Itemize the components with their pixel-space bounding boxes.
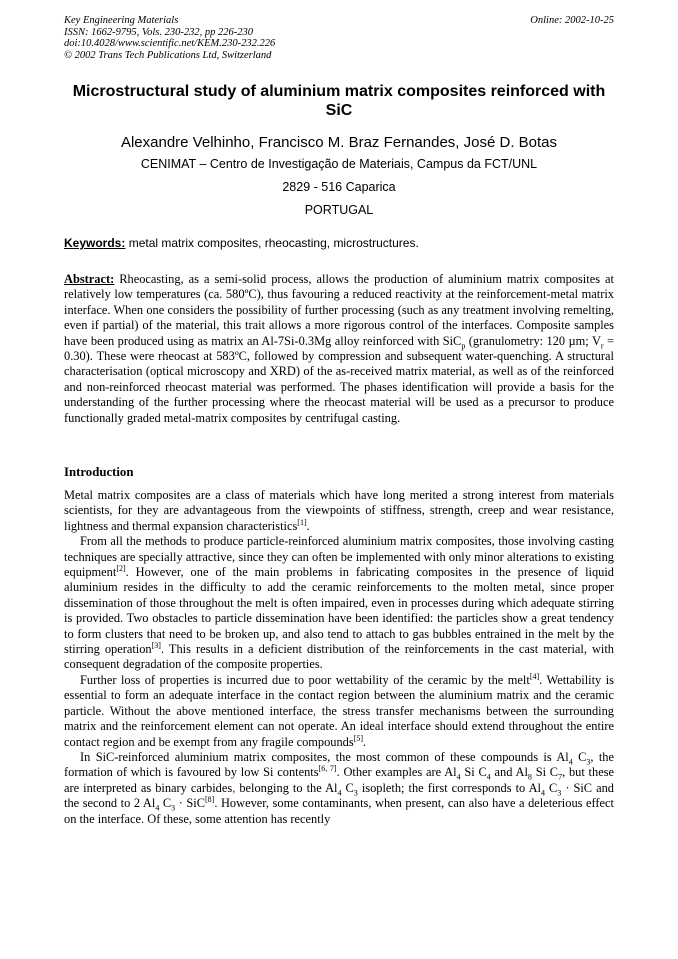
abstract-subscript: r bbox=[600, 341, 604, 351]
subscript: 4 bbox=[540, 788, 545, 798]
doi-line: doi:10.4028/www.scientific.net/KEM.230-232.226 bbox=[64, 38, 276, 49]
keywords-text: metal matrix composites, rheocasting, microstructures. bbox=[125, 236, 419, 250]
text-run: . This results in a deficient distribution of the reinforcements in the cast material, with consequent degradation of the composite properties. bbox=[64, 642, 614, 672]
abstract bbox=[64, 272, 614, 426]
citation: [3] bbox=[151, 640, 161, 650]
text-run: . bbox=[306, 518, 310, 533]
abstract-text: Rheocasting, as a semi-solid process, allows the production of aluminium matrix composites at relatively low temperatures (ca. 580ºC), thus favouring a reduced reactivity at the reinforcement-metal matrix interface. When one considers the possibility of further processing (such as any treatment involving remelting, even if partial) of the material, this trait allows a more rigorous control of the interfaces. Composite samples have been produced using as matrix an Al-7Si-0.3Mg alloy reinforced with SiC bbox=[64, 272, 614, 348]
journal-name: Key Engineering Materials bbox=[64, 15, 179, 26]
citation: [2] bbox=[116, 563, 126, 573]
text-run: , bbox=[312, 703, 317, 718]
subscript: 8 bbox=[527, 772, 532, 782]
citation: [4] bbox=[529, 671, 540, 681]
text-run: Further loss of properties is incurred due to poor wettability of the ceramic by the melt bbox=[80, 672, 530, 687]
text-run: isopleth; the first corresponds to Al bbox=[357, 780, 541, 795]
text-run: C bbox=[341, 780, 354, 795]
text-run: and Al bbox=[490, 765, 528, 780]
paragraph-1 bbox=[64, 488, 614, 534]
text-run: . Other examples are Al bbox=[336, 765, 457, 780]
text-run: In SiC-reinforced aluminium matrix composites, the most common of these compounds is Al bbox=[80, 749, 569, 764]
issn-line: ISSN: 1662-9795, Vols. 230-232, pp 226-230 bbox=[64, 26, 253, 38]
text-run: Si C bbox=[531, 765, 559, 780]
subscript: 3 bbox=[586, 757, 591, 767]
paper-title: Microstructural study of aluminium matrix composites reinforced with SiC bbox=[72, 83, 606, 119]
text-run: the stress transfer mechanisms between the surrounding matrix and the reinforcement element can not operate. An ideal interface should extend throughout the entire contact region and be exempt from any fragile compounds bbox=[64, 703, 614, 749]
subscript: 3 bbox=[353, 788, 358, 798]
abstract-subscript: p bbox=[461, 341, 466, 351]
journal-header bbox=[64, 15, 614, 61]
citation: [6, 7] bbox=[318, 764, 337, 774]
text-run: C bbox=[572, 749, 587, 764]
keywords bbox=[64, 236, 614, 250]
introduction-body bbox=[64, 488, 614, 827]
text-run: C bbox=[159, 796, 172, 811]
text-run: From all the methods to produce particle-reinforced aluminium matrix composites, those involving casting techniques are specially attractive, since they can often be implemented with only minor alterations to existing equipment bbox=[64, 534, 614, 580]
abstract-label: Abstract: bbox=[64, 272, 115, 286]
text-run: C bbox=[544, 780, 558, 795]
text-run: . Wettability is essential to form an adequate interface in the contact region between the aluminium matrix and the ceramic particle. Without the above mentioned interface bbox=[64, 672, 614, 718]
subscript: 4 bbox=[456, 772, 461, 782]
text-run: belonging to the Al bbox=[235, 780, 338, 795]
text-run: . bbox=[363, 734, 367, 749]
citation: [8] bbox=[205, 795, 215, 804]
text-run: , bbox=[232, 780, 236, 795]
abstract-text: (granulometry: 120 µm; V bbox=[465, 333, 601, 348]
paragraph-2 bbox=[64, 534, 614, 673]
text-run: . However, one of the main problems in fabricating composites in the presence of liquid aluminium resides in the difficulty to add the ceramic reinforcements to the molten metal, since proper dissemination of those throughout the melt is often impaired, even in processes during which adequate stirring is provided. Two obstacles to particle dissemination have been identified: the particles show a great tendency to form clusters that need to be broken up, and also tend to attach to gas bubbles entrained in the melt by the stirring operation bbox=[64, 565, 614, 657]
keywords-label: Keywords: bbox=[64, 236, 126, 250]
abstract-paragraph bbox=[64, 272, 614, 426]
subscript: 4 bbox=[337, 788, 342, 798]
text-run: · SiC bbox=[175, 796, 205, 811]
affiliation-line-1: CENIMAT – Centro de Investigação de Materiais, Campus da FCT/UNL bbox=[140, 157, 538, 171]
subscript: 4 bbox=[486, 772, 491, 782]
section-heading-introduction: Introduction bbox=[64, 465, 134, 479]
abstract-text: = 0.30). These were rheocast at 583ºC, followed by compression and subsequent water-quenching. A structural characterisation (optical microscopy and XRD) of the as-received matrix material, as well as of the reinforced and non-reinforced rheocast material was performed. The phases identification will provide a basis for the understanding of the further processing where the rheocast material will be used as a precursor to produce functionally graded metal-matrix composites by centrifugal casting. bbox=[64, 333, 614, 425]
text-run: Metal matrix composites are a class of materials which have long merited a strong interest from materials scientists, for they are advantageous from the viewpoints of stiffness, strength, creep and wear resistance, lightness and thermal expansion characteristics bbox=[64, 488, 614, 533]
citation: [5] bbox=[353, 733, 364, 743]
text-run: . However, some contaminants, when present, can also have a deleterious effect on the interface. Of these, some attention has recently bbox=[64, 796, 614, 826]
affiliation-line-3: PORTUGAL bbox=[304, 203, 374, 217]
text-run: , the formation of which is favoured by low Si contents bbox=[64, 749, 614, 780]
subscript: 4 bbox=[155, 803, 160, 813]
online-date: Online: 2002-10-25 bbox=[530, 15, 614, 26]
author-list: Alexandre Velhinho, Francisco M. Braz Fernandes, José D. Botas bbox=[120, 134, 558, 151]
affiliation-line-2: 2829 - 516 Caparica bbox=[282, 180, 396, 194]
subscript: 3 bbox=[171, 803, 176, 813]
citation: [1] bbox=[297, 517, 307, 527]
subscript: 4 bbox=[568, 757, 573, 767]
text-run: Si C bbox=[460, 765, 487, 780]
subscript: 7 bbox=[558, 772, 563, 782]
paragraph-4 bbox=[64, 750, 614, 827]
paragraph-3 bbox=[64, 673, 614, 750]
copyright-line: © 2002 Trans Tech Publications Ltd, Switzerland bbox=[64, 49, 272, 61]
subscript: 3 bbox=[557, 788, 562, 798]
text-run: , but these are interpreted as binary carbides bbox=[64, 765, 615, 795]
text-run: · SiC and the second to 2 Al bbox=[64, 780, 614, 811]
